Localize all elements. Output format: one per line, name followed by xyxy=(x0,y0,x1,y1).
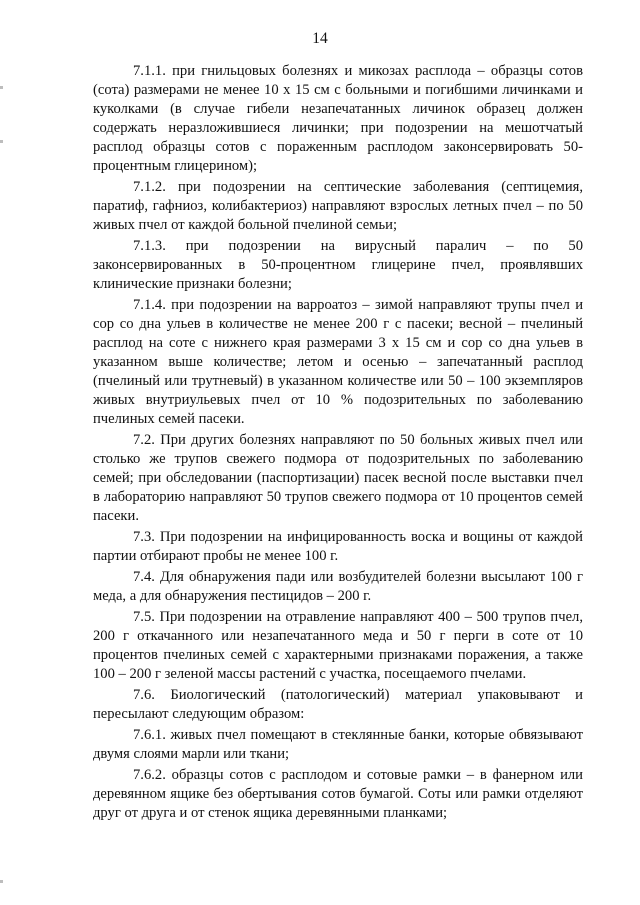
document-body xyxy=(93,62,583,825)
scan-edge-mark xyxy=(0,880,3,883)
page-number: 14 xyxy=(312,30,328,47)
paragraph-7-3: 7.3. При подозрении на инфицированность воска и вощины от каждой партии отбирают пробы не менее 100 г. xyxy=(93,529,583,564)
paragraph-7-1-1: 7.1.1. при гнильцовых болезнях и микозах расплода – образцы сотов (сота) размерами не менее 10 х 15 см с больными и погибшими личинками и куколками (в случае гибели незапечатанных личинок образец должен содержать неразложившиеся личинки; при подозрении на мешотчатый расплод образцы сотов с пораженным расплодом законсервировать 50-процентным глицерином); xyxy=(93,63,583,174)
paragraph-7-6: 7.6. Биологический (патологический) материал упаковывают и пересылают следующим образом: xyxy=(93,687,583,722)
scan-edge-mark xyxy=(0,86,3,89)
paragraph-7-5: 7.5. При подозрении на отравление направляют 400 – 500 трупов пчел, 200 г откачанного или незапечатанного меда и 50 г перги в соте от 10 процентов пчелиных семей с характерными признаками поражения, а также 100 – 200 г зеленой массы растений с участка, посещаемого пчелами. xyxy=(93,609,583,682)
paragraph-7-4: 7.4. Для обнаружения пади или возбудителей болезни высылают 100 г меда, а для обнаружения пестицидов – 200 г. xyxy=(93,569,583,604)
paragraph-7-2: 7.2. При других болезнях направляют по 50 больных живых пчел или столько же трупов свежего подмора от подозрительных по заболеванию семей; при обследовании (паспортизации) пасек весной после выставки пчел в лабораторию направляют 50 трупов свежего подмора от 10 процентов семей пасеки. xyxy=(93,432,583,524)
scan-edge-mark xyxy=(0,140,3,143)
paragraph-7-1-4: 7.1.4. при подозрении на варроатоз – зимой направляют трупы пчел и сор со дна ульев в количестве не менее 200 г с пасеки; весной – пчелиный расплод на соте с нижнего края размерами 3 х 15 см и сор со дна ульев в указанном выше количестве; летом и осенью – запечатанный расплод (пчелиный или трутневый) в указанном количестве или 50 – 100 экземпляров живых внутриульевых пчел от 10 % подозрительных по заболеванию пчелиных семей пасеки. xyxy=(93,297,583,427)
paragraph-7-6-1: 7.6.1. живых пчел помещают в стеклянные банки, которые обвязывают двумя слоями марли или ткани; xyxy=(93,727,583,762)
paragraph-7-1-2: 7.1.2. при подозрении на септические заболевания (септицемия, паратиф, гафниоз, колибактериоз) направляют взрослых летных пчел – по 50 живых пчел от каждой больной пчелиной семьи; xyxy=(93,179,583,233)
paragraph-7-6-2: 7.6.2. образцы сотов с расплодом и сотовые рамки – в фанерном или деревянном ящике без обертывания сотов бумагой. Соты или рамки отделяют друг от друга и от стенок ящика деревянными планками; xyxy=(93,767,583,821)
paragraph-7-1-3: 7.1.3. при подозрении на вирусный паралич – по 50 законсервированных в 50-процентном глицерине пчел, проявлявших клинические признаки болезни; xyxy=(93,238,583,292)
